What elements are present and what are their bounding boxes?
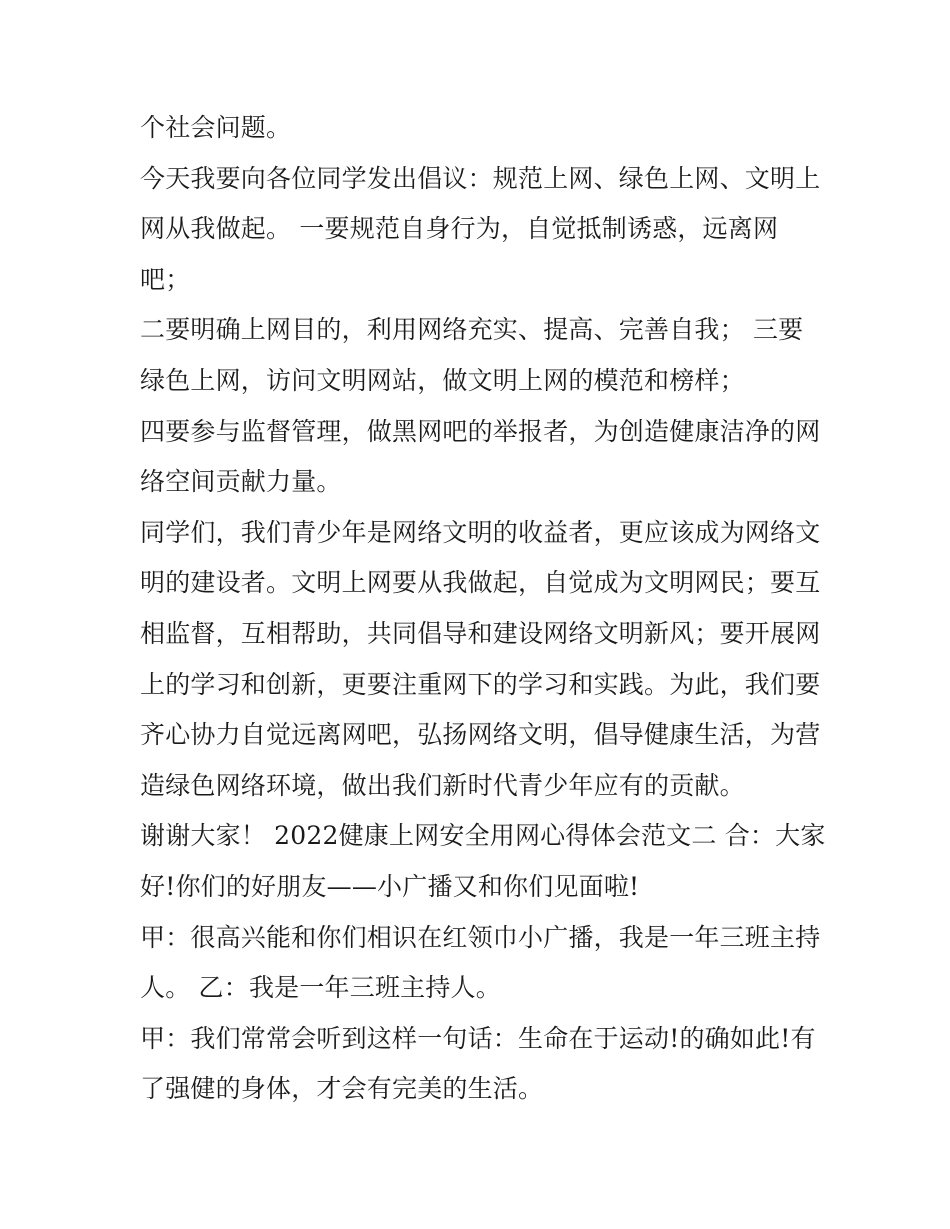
text-line: 了强健的身体，才会有完美的生活。 xyxy=(140,1074,544,1104)
text-line: 明的建设者。文明上网要从我做起，自觉成为文明网民；要互 xyxy=(140,568,821,598)
text-line: 谢谢大家！ 2022健康上网安全用网心得体会范文二 合：大家 xyxy=(140,821,826,851)
document-body xyxy=(140,103,826,1115)
text-line: 绿色上网，访问文明网站，做文明上网的模范和榜样； xyxy=(140,365,745,395)
text-line: 人。 乙：我是一年三班主持人。 xyxy=(140,973,501,1003)
text-line: 吧； xyxy=(140,264,191,294)
text-line: 二要明确上网目的，利用网络充实、提高、完善自我； 三要 xyxy=(140,315,804,345)
text-line: 同学们，我们青少年是网络文明的收益者，更应该成为网络文 xyxy=(140,517,821,547)
text-line: 络空间贡献力量。 xyxy=(140,467,342,497)
text-line: 好!你们的好朋友——小广播又和你们见面啦! xyxy=(140,871,640,901)
text-line: 甲：我们常常会听到这样一句话：生命在于运动!的确如此!有 xyxy=(140,1023,816,1053)
text-line: 四要参与监督管理，做黑网吧的举报者，为创造健康洁净的网 xyxy=(140,416,821,446)
text-line: 齐心协力自觉远离网吧，弘扬网络文明，倡导健康生活，为营 xyxy=(140,720,821,750)
text-line: 上的学习和创新，更要注重网下的学习和实践。为此，我们要 xyxy=(140,669,821,699)
text-line: 个社会问题。 xyxy=(140,113,292,142)
text-line: 甲：很高兴能和你们相识在红领巾小广播，我是一年三班主持 xyxy=(140,922,821,952)
text-line: 相监督，互相帮助，共同倡导和建设网络文明新风；要开展网 xyxy=(140,618,821,648)
text-line: 造绿色网络环境，做出我们新时代青少年应有的贡献。 xyxy=(140,770,745,800)
text-line: 今天我要向各位同学发出倡议：规范上网、绿色上网、文明上 xyxy=(140,163,821,193)
text-line: 网从我做起。 一要规范自身行为，自觉抵制诱惑，远离网 xyxy=(140,214,779,244)
